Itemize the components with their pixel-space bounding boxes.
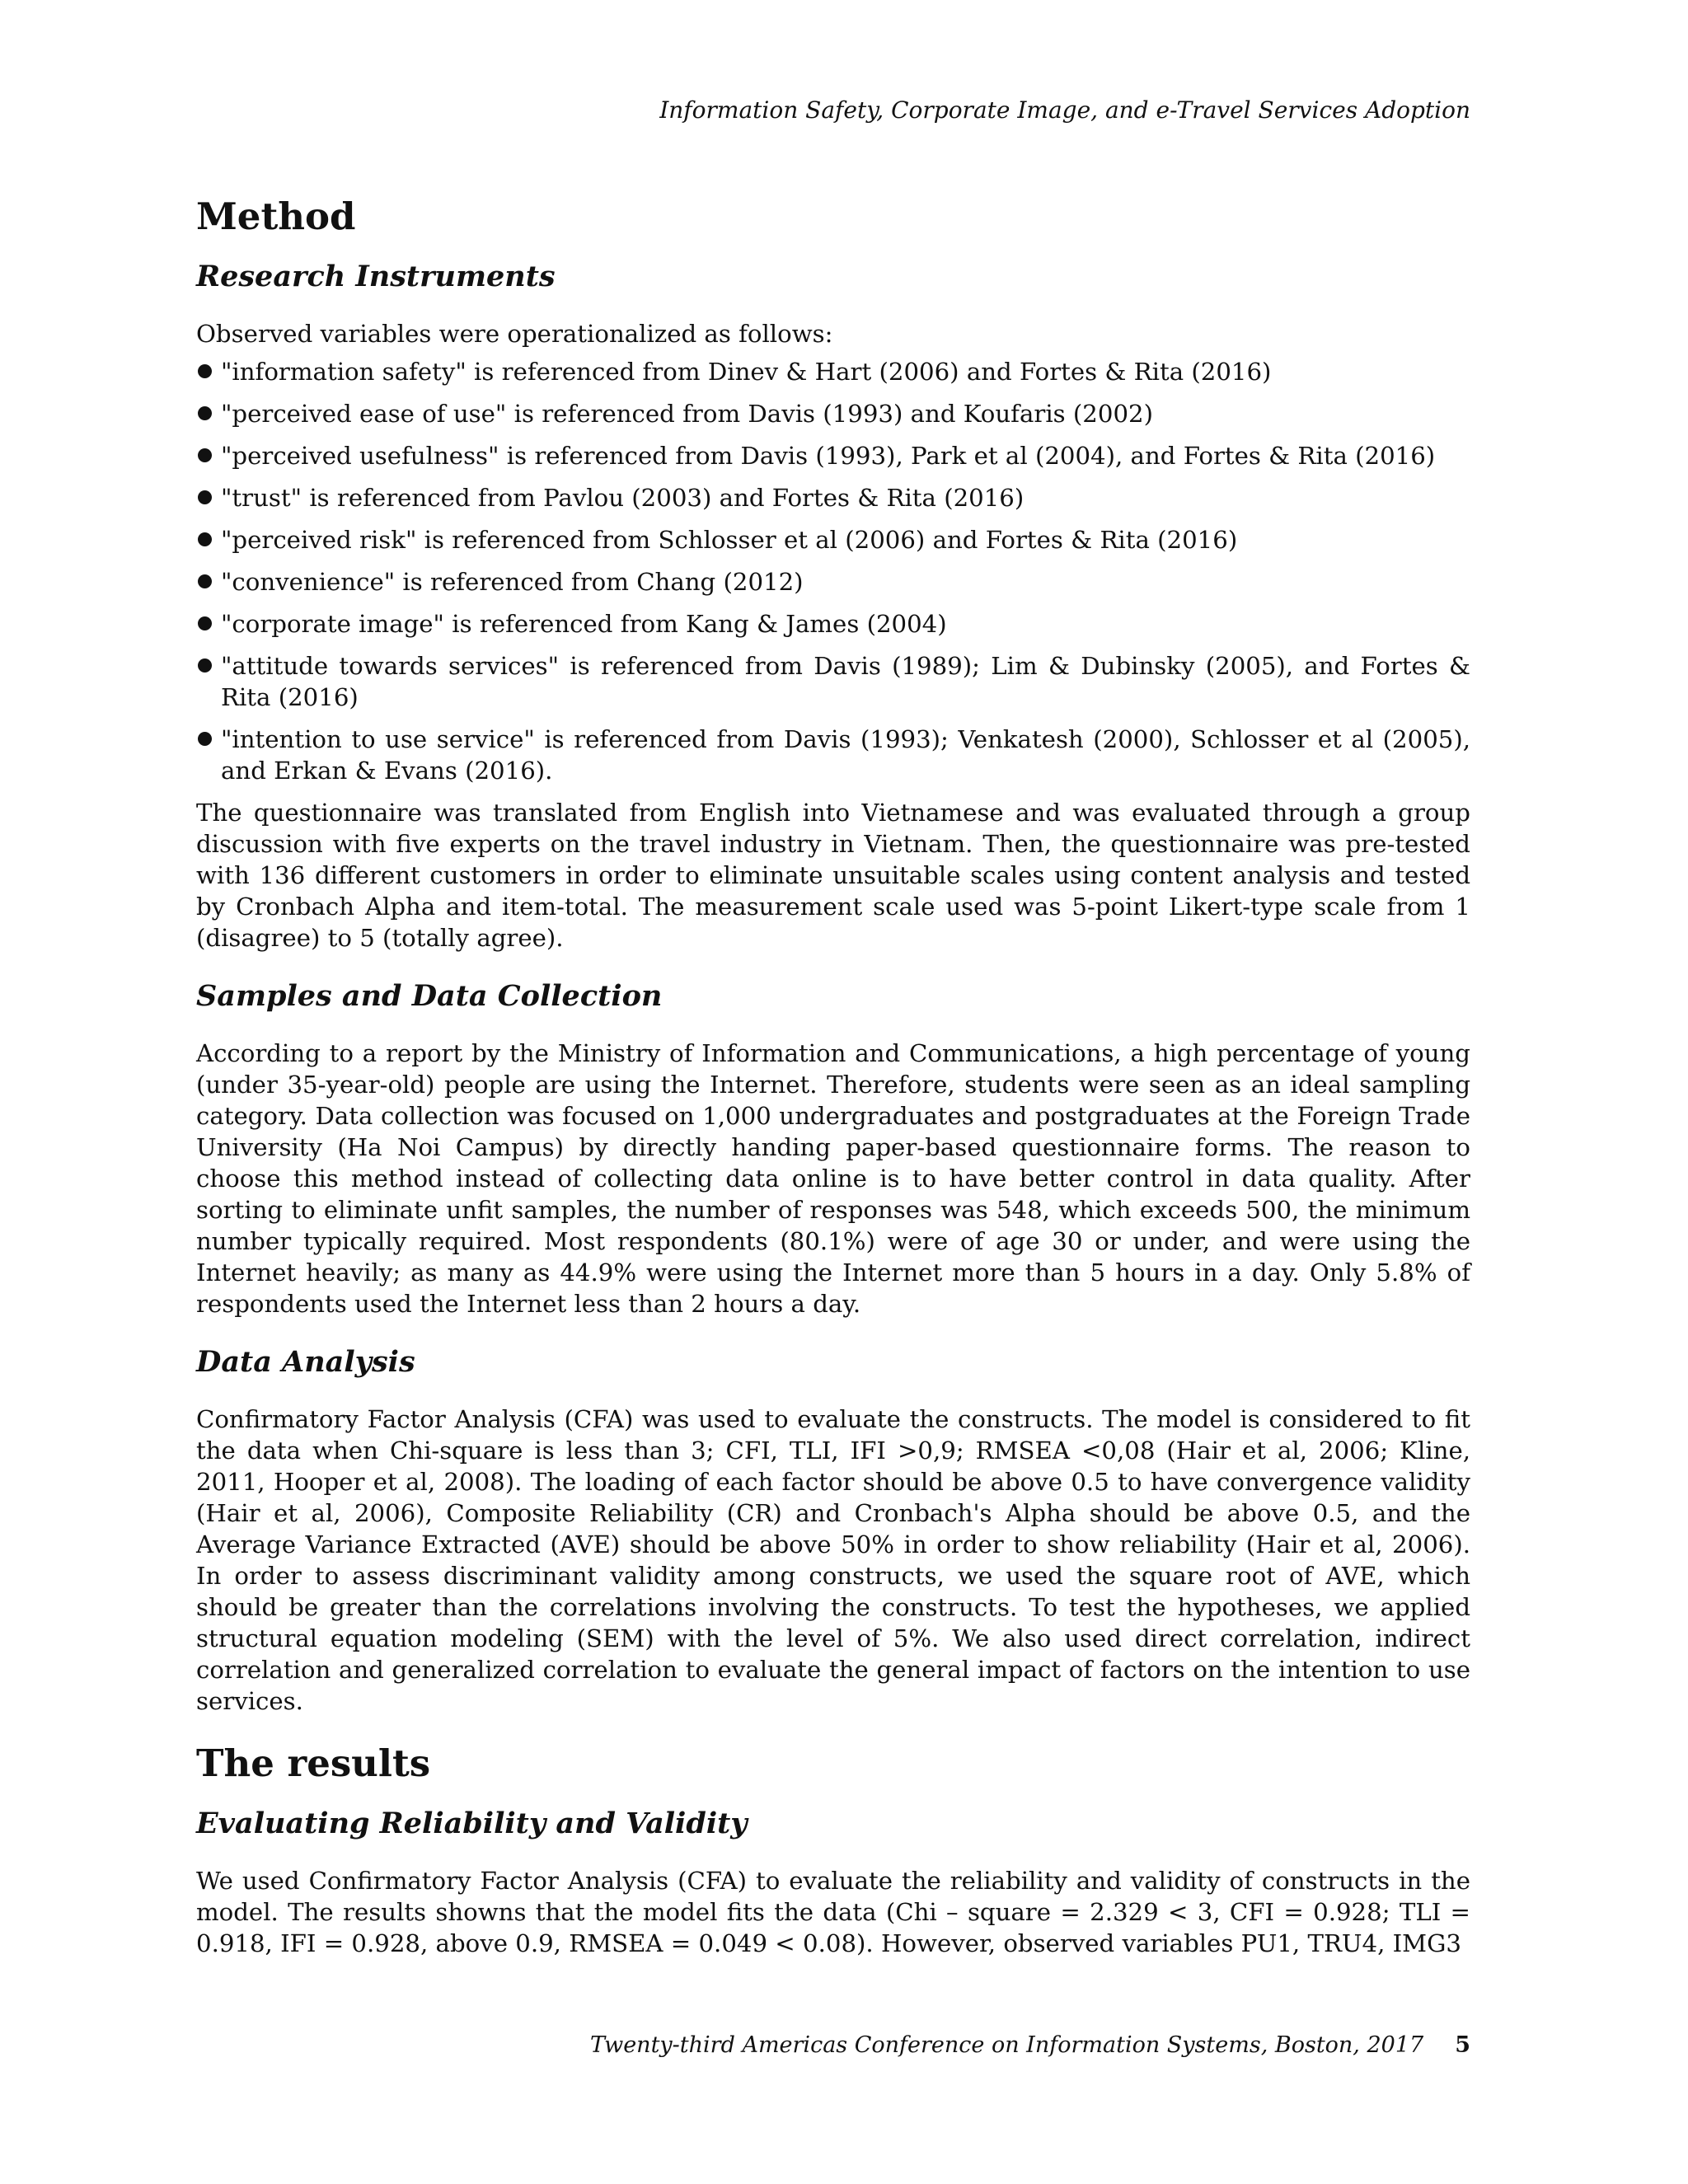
list-item: "trust" is referenced from Pavlou (2003) and Fortes & Rita (2016) (196, 482, 1470, 513)
questionnaire-paragraph: The questionnaire was translated from English into Vietnamese and was evaluated through a group discussion with five experts on the travel industry in Vietnam. Then, the questionnaire was pre-tested with 136 different customers in order to eliminate unsuitable scales using content analysis and tested by Cronbach Alpha and item-total. The measurement scale used was 5-point Likert-type scale from 1 (disagree) to 5 (totally agree). (196, 799, 1470, 952)
running-footer (590, 2029, 1470, 2062)
data-analysis-heading: Data Analysis (196, 1345, 415, 1379)
data-analysis-paragraph: Confirmatory Factor Analysis (CFA) was used to evaluate the constructs. The model is considered to fit the data when Chi-square is less than 3; CFI, TLI, IFI >0,9; RMSEA <0,08 (Hair et al, 2006; Kline, 2011, Hooper et al, 2008). The loading of each factor should be above 0.5 to have convergence validity (Hair et al, 2006), Composite Reliability (CR) and Cronbach's Alpha should be above 0.5, and the Average Variance Extracted (AVE) should be above 50% in order to show reliability (Hair et al, 2006). In order to assess discriminant validity among constructs, we used the square root of AVE, which should be greater than the correlations involving the constructs. To test the hypotheses, we applied structural equation modeling (SEM) with the level of 5%. We also used direct correlation, indirect correlation and generalized correlation to evaluate the general impact of factors on the intention to use services. (196, 1405, 1470, 1715)
reliability-heading: Evaluating Reliability and Validity (196, 1807, 748, 1840)
research-instruments-heading: Research Instruments (196, 260, 556, 293)
bullet-icon (198, 532, 212, 546)
page-content (196, 188, 1470, 1959)
samples-paragraph: According to a report by the Ministry of Information and Communications, a high percentage of young (under 35-year-old) people are using the Internet. Therefore, students were seen as an ideal sampling category. Data collection was focused on 1,000 undergraduates and postgraduates at the Foreign Trade University (Ha Noi Campus) by directly handing paper-based questionnaire forms. The reason to choose this method instead of collecting data online is to have better control in data quality. After sorting to eliminate unfit samples, the number of responses was 548, which exceeds 500, the minimum number typically required. Most respondents (80.1%) were of age 30 or under, and were using the Internet heavily; as many as 44.9% were using the Internet more than 5 hours in a day. Only 5.8% of respondents used the Internet less than 2 hours a day. (196, 1039, 1470, 1318)
bullet-icon (198, 364, 212, 378)
bullet-icon (198, 490, 212, 504)
page-number: 5 (1455, 2032, 1470, 2058)
reliability-paragraph: We used Confirmatory Factor Analysis (CFA) to evaluate the reliability and validity of constructs in the model. The results showns that the model fits the data (Chi – square = 2.329 < 3, CFI = 0.928; TLI = 0.918, IFI = 0.928, above 0.9, RMSEA = 0.049 < 0.08). However, observed variables PU1, TRU4, IMG3 (196, 1867, 1470, 1957)
method-heading: Method (196, 194, 356, 238)
variable-list (196, 356, 1470, 786)
list-item: "perceived usefulness" is referenced from Davis (1993), Park et al (2004), and Fortes & Rita (2016) (196, 440, 1470, 471)
conference-name: Twenty-third Americas Conference on Information Systems, Boston, 2017 (590, 2032, 1424, 2058)
results-heading: The results (196, 1741, 431, 1785)
bullet-icon (198, 658, 212, 673)
list-item: "corporate image" is referenced from Kang & James (2004) (196, 608, 1470, 640)
list-item: "information safety" is referenced from Dinev & Hart (2006) and Fortes & Rita (2016) (196, 356, 1470, 387)
bullet-icon (198, 448, 212, 462)
bullet-icon (198, 616, 212, 630)
samples-heading: Samples and Data Collection (196, 979, 663, 1013)
running-header: Information Safety, Corporate Image, and e-Travel Services Adoption (659, 96, 1470, 124)
research-instruments-intro: Observed variables were operationalized as follows: (196, 320, 833, 348)
list-item: "perceived ease of use" is referenced from Davis (1993) and Koufaris (2002) (196, 398, 1470, 429)
list-item: "intention to use service" is referenced from Davis (1993); Venkatesh (2000), Schlosser et al (2005), and Erkan & Evans (2016). (196, 724, 1470, 786)
bullet-icon (198, 732, 212, 746)
list-item: "convenience" is referenced from Chang (2012) (196, 566, 1470, 598)
paper-page (196, 0, 1470, 2184)
bullet-icon (198, 406, 212, 420)
list-item: "perceived risk" is referenced from Schlosser et al (2006) and Fortes & Rita (2016) (196, 524, 1470, 555)
list-item: "attitude towards services" is referenced from Davis (1989); Lim & Dubinsky (2005), and Fortes & Rita (2016) (196, 650, 1470, 713)
bullet-icon (198, 574, 212, 588)
